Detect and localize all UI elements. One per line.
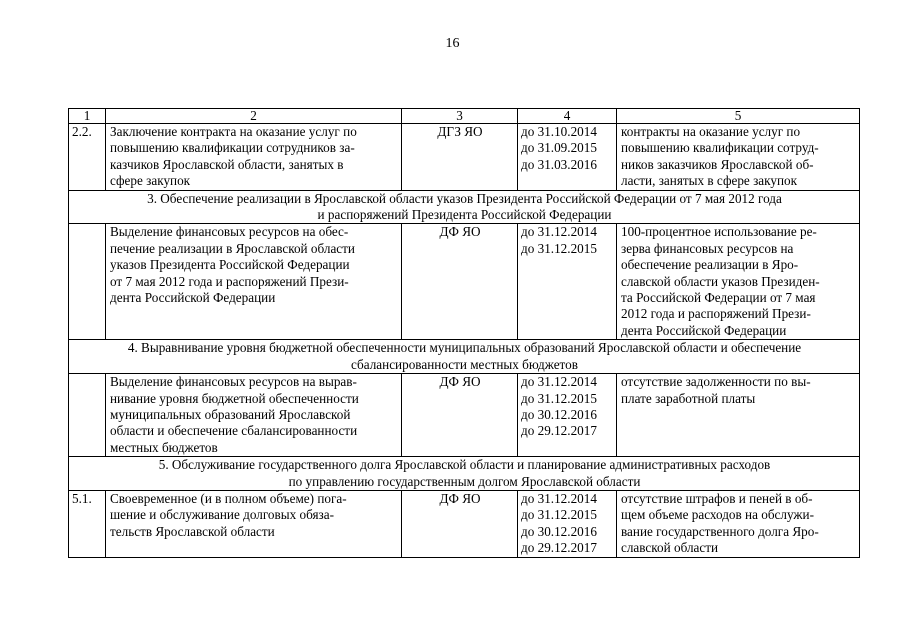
result-cell-line: плате заработной платы xyxy=(621,390,756,406)
header-cell-5: 5 xyxy=(617,109,860,124)
activity-cell-line: области и обеспечение сбалансированности xyxy=(110,423,358,439)
result-cell-line: ников заказчиков Ярославской об- xyxy=(621,156,814,172)
header-cell-1: 1 xyxy=(69,109,106,124)
deadline-cell-line: до 30.12.2016 xyxy=(521,406,597,422)
result-cell-line: та Российской Федерации от 7 мая xyxy=(621,290,816,306)
deadline-cell-line: до 30.12.2016 xyxy=(521,523,597,539)
section-title-line: и распоряжений Президента Российской Федерации xyxy=(317,207,612,223)
activity-cell-line: нивание уровня бюджетной обеспеченности xyxy=(110,390,359,406)
deadline-cell-line: до 29.12.2017 xyxy=(521,423,597,439)
deadline-cell xyxy=(518,124,617,191)
deadline-cell xyxy=(518,374,617,457)
item-number xyxy=(69,374,106,457)
activity-cell-line: шение и обслуживание долговых обяза- xyxy=(110,507,334,523)
result-cell-line: щем объеме расходов на обслужи- xyxy=(621,507,814,523)
section-row xyxy=(69,340,860,374)
result-cell-line: 100-процентное использование ре- xyxy=(621,224,817,240)
result-cell xyxy=(617,490,860,557)
result-cell-line: дента Российской Федерации xyxy=(621,322,787,338)
activity-cell xyxy=(106,124,402,191)
result-cell-line: обеспечение реализации в Яро- xyxy=(621,257,799,273)
table-row xyxy=(69,374,860,457)
activity-cell-line: печение реализации в Ярославской области xyxy=(110,240,355,256)
deadline-cell-line: до 31.12.2014 xyxy=(521,224,597,240)
deadline-cell-line: до 31.12.2015 xyxy=(521,507,597,523)
result-cell-line: отсутствие задолженности по вы- xyxy=(621,374,811,390)
result-cell-line: повышению квалификации сотруд- xyxy=(621,140,819,156)
activity-cell-line: Выделение финансовых ресурсов на вырав- xyxy=(110,374,357,390)
section-title-line: по управлению государственным долгом Ярославской области xyxy=(288,473,641,489)
result-cell-line: зерва финансовых ресурсов на xyxy=(621,240,794,256)
result-cell-line: контракты на оказание услуг по xyxy=(621,124,801,139)
deadline-cell-line: до 31.12.2014 xyxy=(521,490,597,506)
header-cell-4: 4 xyxy=(518,109,617,124)
executor-cell: ДГЗ ЯО xyxy=(402,124,518,191)
deadline-cell xyxy=(518,224,617,340)
activity-cell xyxy=(106,374,402,457)
item-number: 5.1. xyxy=(69,490,106,557)
activity-cell-line: Заключение контракта на оказание услуг по xyxy=(110,124,357,139)
activity-cell-line: сфере закупок xyxy=(110,173,191,189)
deadline-cell-line: до 31.12.2015 xyxy=(521,390,597,406)
activity-cell-line: Своевременное (и в полном объеме) пога- xyxy=(110,490,347,506)
result-cell-line: отсутствие штрафов и пеней в об- xyxy=(621,490,813,506)
measures-table xyxy=(68,108,860,558)
table-row xyxy=(69,124,860,191)
section-title-line: 5. Обслуживание государственного долга Ярославской области и планирование административных расходов xyxy=(158,457,771,473)
result-cell-line: 2012 года и распоряжений Прези- xyxy=(621,306,811,322)
result-cell-line: вание государственного долга Яро- xyxy=(621,523,819,539)
executor-cell: ДФ ЯО xyxy=(402,224,518,340)
header-cell-2: 2 xyxy=(106,109,402,124)
activity-cell-line: повышению квалификации сотрудников за- xyxy=(110,140,355,156)
section-title xyxy=(69,457,860,491)
result-cell-line: ласти, занятых в сфере закупок xyxy=(621,173,798,189)
activity-cell-line: казчиков Ярославской области, занятых в xyxy=(110,156,344,172)
activity-cell-line: указов Президента Российской Федерации xyxy=(110,257,350,273)
section-title-line: 3. Обеспечение реализации в Ярославской области указов Президента Российской Федерации от 7 мая 2012 года xyxy=(147,190,782,206)
deadline-cell-line: до 31.03.2016 xyxy=(521,156,597,172)
header-cell-3: 3 xyxy=(402,109,518,124)
activity-cell-line: от 7 мая 2012 года и распоряжений Прези- xyxy=(110,273,349,289)
item-number xyxy=(69,224,106,340)
deadline-cell-line: до 31.12.2014 xyxy=(521,374,597,390)
header-row xyxy=(69,109,860,124)
deadline-cell-line: до 31.10.2014 xyxy=(521,124,597,139)
deadline-cell xyxy=(518,490,617,557)
result-cell xyxy=(617,124,860,191)
table-body xyxy=(69,109,860,558)
section-title-line: сбалансированности местных бюджетов xyxy=(351,356,578,372)
executor-cell: ДФ ЯО xyxy=(402,490,518,557)
executor-cell: ДФ ЯО xyxy=(402,374,518,457)
activity-cell-line: тельств Ярославской области xyxy=(110,523,275,539)
result-cell-line: славской области xyxy=(621,540,719,556)
section-title xyxy=(69,340,860,374)
section-title xyxy=(69,190,860,224)
section-row xyxy=(69,457,860,491)
table-row xyxy=(69,490,860,557)
result-cell xyxy=(617,224,860,340)
activity-cell xyxy=(106,224,402,340)
deadline-cell-line: до 31.09.2015 xyxy=(521,140,597,156)
activity-cell-line: местных бюджетов xyxy=(110,439,218,455)
result-cell-line: славской области указов Президен- xyxy=(621,273,820,289)
activity-cell-line: Выделение финансовых ресурсов на обес- xyxy=(110,224,349,240)
result-cell xyxy=(617,374,860,457)
section-row xyxy=(69,190,860,224)
deadline-cell-line: до 29.12.2017 xyxy=(521,540,597,556)
section-title-line: 4. Выравнивание уровня бюджетной обеспеченности муниципальных образований Ярославской области и обеспечение xyxy=(127,340,802,356)
page-number: 16 xyxy=(445,36,460,51)
activity-cell-line: дента Российской Федерации xyxy=(110,290,276,306)
activity-cell xyxy=(106,490,402,557)
activity-cell-line: муниципальных образований Ярославской xyxy=(110,406,351,422)
table-row xyxy=(69,224,860,340)
deadline-cell-line: до 31.12.2015 xyxy=(521,240,597,256)
item-number: 2.2. xyxy=(69,124,106,191)
